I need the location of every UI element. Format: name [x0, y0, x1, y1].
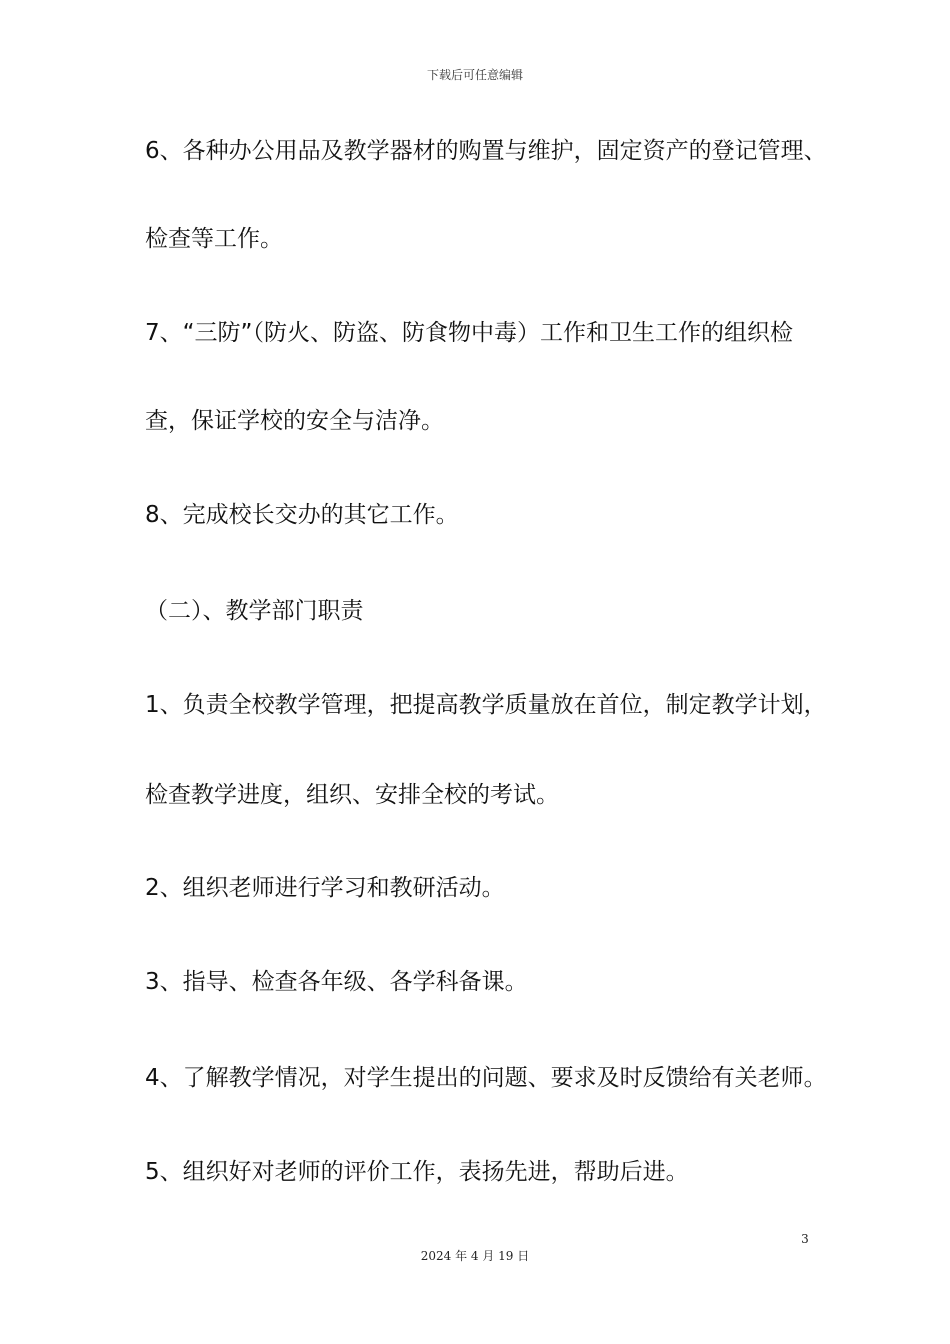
- paragraph-line: 5、组织好对老师的评价工作，表扬先进，帮助后进。: [145, 1159, 689, 1185]
- paragraph-line: 检查等工作。: [145, 226, 283, 252]
- paragraph-line: 1、负责全校教学管理，把提高教学质量放在首位，制定教学计划，: [145, 692, 827, 718]
- paragraph-line: 3、指导、检查各年级、各学科备课。: [145, 969, 528, 995]
- page-number: 3: [801, 1232, 809, 1246]
- footer-date: 2024 年 4 月 19 日: [420, 1249, 530, 1263]
- paragraph-line: 2、组织老师进行学习和教研活动。: [145, 875, 505, 901]
- paragraph-line: 6、各种办公用品及教学器材的购置与维护，固定资产的登记管理、: [145, 138, 827, 164]
- paragraph-line: 检查教学进度，组织、安排全校的考试。: [145, 782, 559, 808]
- paragraph-line: 7、“三防”（防火、防盗、防食物中毒）工作和卫生工作的组织检: [145, 320, 793, 346]
- paragraph-line: 4、了解教学情况，对学生提出的问题、要求及时反馈给有关老师。: [145, 1065, 827, 1091]
- paragraph-line: 8、完成校长交办的其它工作。: [145, 502, 459, 528]
- paragraph-line: 查，保证学校的安全与洁净。: [145, 408, 444, 434]
- page-header: 下载后可任意编辑: [426, 68, 523, 82]
- section-heading: （二）、教学部门职责: [145, 598, 364, 624]
